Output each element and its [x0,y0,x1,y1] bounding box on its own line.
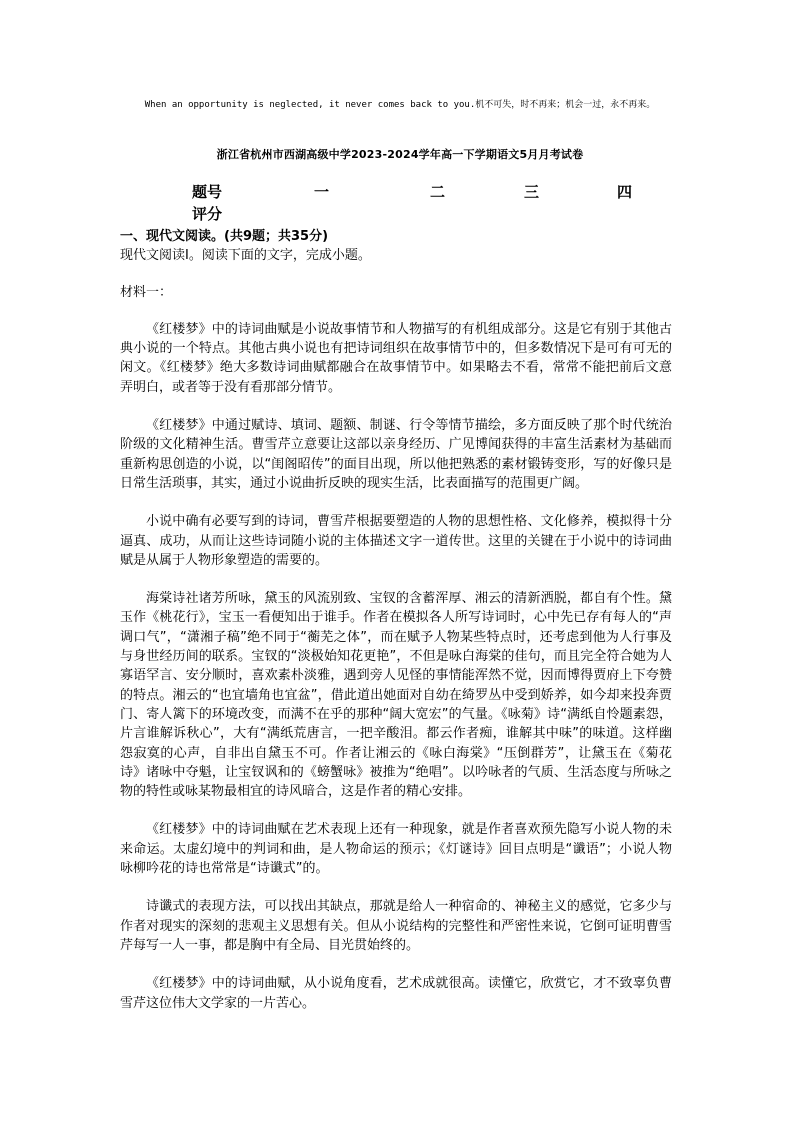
paragraph: 《红楼梦》中的诗词曲赋在艺术表现上还有一种现象，就是作者喜欢预先隐写小说人物的未来命运。太虚幻境中的判词和曲，是人物命运的预示；《灯谜诗》回目点明是“谶语”；小说人物咏柳吟花的诗也常常是“诗谶式”的。 [120,822,672,877]
section-instruction: 现代文阅读Ⅰ。阅读下面的文字，完成小题。 [120,248,371,264]
exam-title: 浙江省杭州市西湖高级中学2023-2024学年高一下学期语文5月月考试卷 [216,148,584,161]
score-row-label-question: 题号 [192,183,223,201]
paragraph: 《红楼梦》中的诗词曲赋，从小说角度看，艺术成就很高。读懂它，欣赏它，才不致辜负曹雪芹这位伟大文学家的一片苦心。 [120,976,672,1011]
score-row-score [192,203,652,225]
reading-section [120,227,672,1013]
paragraph: 诗谶式的表现方法，可以找出其缺点，那就是给人一种宿命的、神秘主义的感觉，它多少与作者对现实的深刻的悲观主义思想有关。但从小说结构的完整性和严密性来说，它倒可证明曹雪芹每写一人一事，都是胸中有全局、目光贯始终的。 [120,899,672,953]
score-column-2: 二 [430,183,446,201]
score-row-question-number [192,181,652,203]
score-row-label-score: 评分 [192,205,223,223]
section-heading: 一、现代文阅读。(共9题；共35分) [120,229,329,244]
paragraph: 海棠诗社诸芳所咏，黛玉的风流别致、宝钗的含蓄浑厚、湘云的清新洒脱，都自有个性。黛玉作《桃花行》，宝玉一看便知出于谁手。作者在模拟各人所写诗词时，心中先已存有每人的“声调口气”，“潇湘子稿”绝不同于“蘅芜之体”，而在赋予人物某些特点时，还考虑到他为人行事及与身世经历间的联系。宝钗的“淡极始知花更艳”，不但是咏白海棠的佳句，而且完全符合她为人寡语罕言、安分顺时，喜欢素朴淡雅，遇到旁人见怪的事情能浑然不觉，因而博得贾府上下夸赞的特点。湘云的“也宜墙角也宜盆”，借此道出她面对自幼在绮罗丛中受到娇养，如今却来投奔贾门、寄人篱下的环境改变，而满不在乎的那种“阔大宽宏”的气量。《咏菊》诗“满纸自怜题素怨，片言谁解诉秋心”，大有“满纸荒唐言，一把辛酸泪。都云作者痴，谁解其中味”的味道。这样幽怨寂寞的心声，自非出自黛玉不可。作者让湘云的《咏白海棠》“压倒群芳”，让黛玉在《菊花诗》诸咏中夺魁，让宝钗讽和的《螃蟹咏》被推为“绝唱”。以吟咏者的气质、生活态度与所咏之物的特性或咏某物最相宜的诗风暗合，这是作者的精心安排。 [120,591,672,800]
material-label: 材料一： [120,284,173,300]
score-table [192,181,652,225]
paragraph: 《红楼梦》中的诗词曲赋是小说故事情节和人物描写的有机组成部分。这是它有别于其他古典小说的一个特点。其他古典小说也有把诗词组织在故事情节中的，但多数情况下是可有可无的闲文。《红楼梦》绝大多数诗词曲赋都融合在故事情节中。如果略去不看，常常不能把前后文意弄明白，或者等于没有看那部分情节。 [120,321,672,395]
header-motto: When an opportunity is neglected, it never comes back to you.机不可失，时不再来；机会一过，永不再来。 [144,100,656,110]
paragraph: 《红楼梦》中通过赋诗、填词、题额、制谜、行令等情节描绘，多方面反映了那个时代统治阶级的文化精神生活。曹雪芹立意要让这部以亲身经历、广见博闻获得的丰富生活素材为基础而重新构思创造的小说，以“闺阁昭传”的面目出现，所以他把熟悉的素材锻铸变形，写的好像只是日常生活琐事，其实，通过小说曲折反映的现实生活，比表面描写的范围更广阔。 [120,418,672,491]
score-column-3: 三 [524,183,540,201]
paragraph: 小说中确有必要写到的诗词，曹雪芹根据要塑造的人物的思想性格、文化修养，模拟得十分逼真、成功，从而让这些诗词随小说的主体描述文字一道传世。这里的关键在于小说中的诗词曲赋是从属于人物形象塑造的需要的。 [120,514,672,568]
score-column-4: 四 [617,183,633,201]
score-column-1: 一 [314,183,330,201]
